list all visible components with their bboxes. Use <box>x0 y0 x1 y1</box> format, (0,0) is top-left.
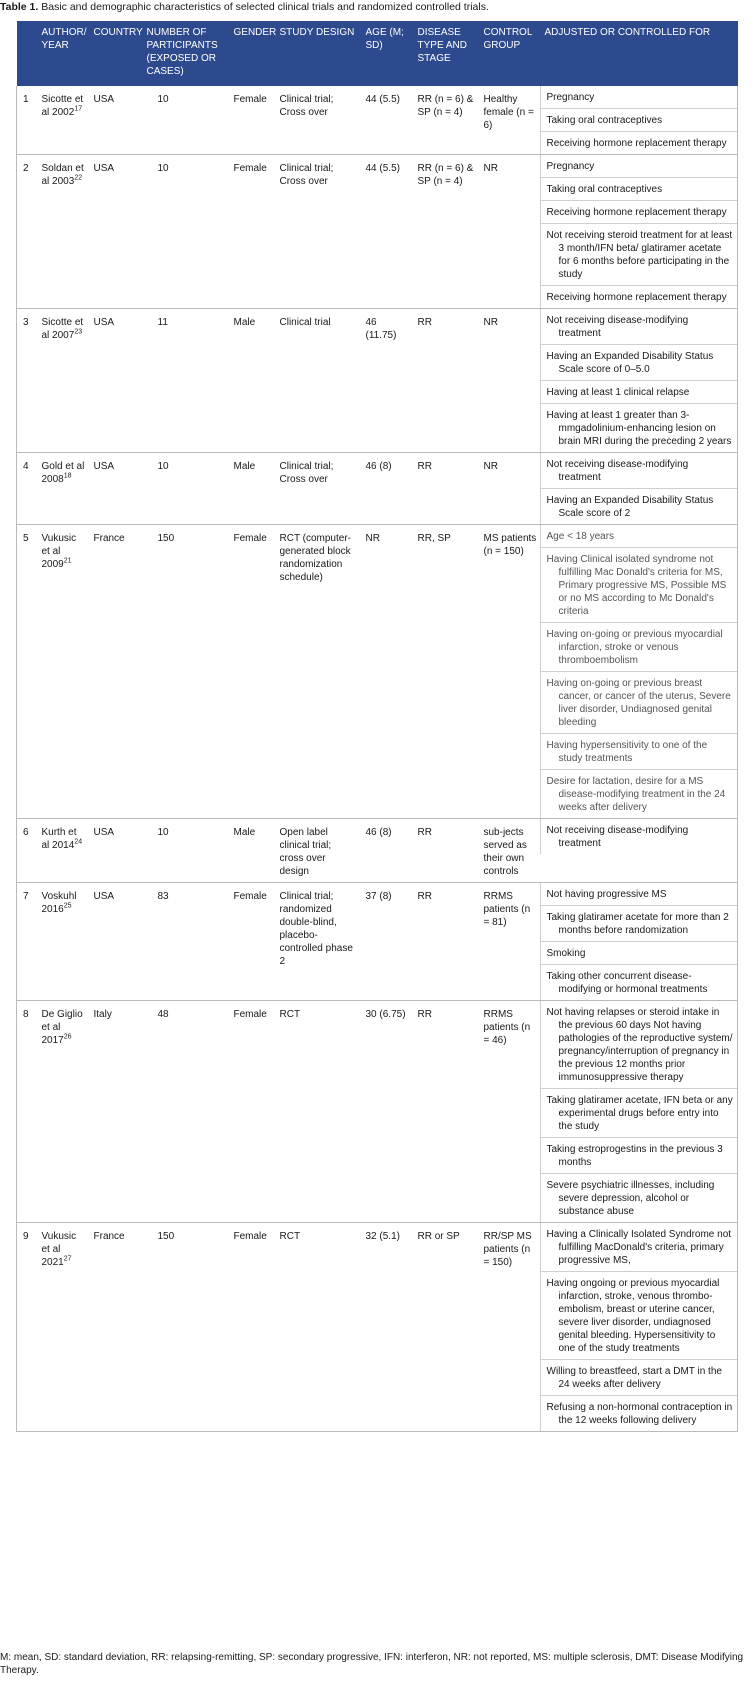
study-design-cell: Clinical trial; Cross over <box>275 155 361 309</box>
criterion-text: Receiving hormone replacement therapy <box>546 138 727 149</box>
reference-number: 25 <box>63 902 72 910</box>
column-header: AUTHOR/ YEAR <box>37 21 89 86</box>
row-number-cell: 7 <box>17 883 37 1001</box>
adjusted-for-cell <box>540 525 738 819</box>
age-cell: 37 (8) <box>361 883 413 1001</box>
age-cell: NR <box>361 525 413 819</box>
table-row <box>17 525 738 819</box>
criterion-text: Willing to breastfeed, start a DMT in the 24 weeks after delivery <box>546 1366 722 1390</box>
table-row <box>17 309 738 453</box>
column-header: AGE (M; SD) <box>361 21 413 86</box>
criterion-item <box>540 132 738 154</box>
adjusted-for-cell <box>540 1223 738 1432</box>
criterion-item <box>540 1272 738 1360</box>
author-year-cell <box>37 1223 89 1432</box>
disease-type-cell: RR <box>413 1001 479 1223</box>
study-design-cell: Open label clinical trial; cross over design <box>275 819 361 883</box>
criterion-item <box>540 525 738 548</box>
criterion-text: Taking glatiramer acetate, IFN beta or any experimental drugs before entry into the study <box>546 1095 733 1132</box>
gender-cell: Female <box>229 525 275 819</box>
criterion-item <box>540 548 738 623</box>
row-number-cell: 3 <box>17 309 37 453</box>
study-design-cell: RCT (computer-generated block randomization schedule) <box>275 525 361 819</box>
criterion-item <box>540 965 738 1000</box>
criterion-item <box>540 453 738 489</box>
disease-type-cell: RR <box>413 453 479 525</box>
row-number-cell: 5 <box>17 525 37 819</box>
participants-cell: 10 <box>142 86 229 155</box>
table-header <box>17 21 738 86</box>
study-design-cell: Clinical trial; Cross over <box>275 86 361 155</box>
adjusted-for-cell <box>540 883 738 1001</box>
criterion-item <box>540 819 738 854</box>
participants-cell: 10 <box>142 453 229 525</box>
reference-number: 17 <box>74 105 83 113</box>
criterion-text: Desire for lactation, desire for a MS disease-modifying treatment in the 24 weeks after delivery <box>546 776 726 813</box>
criterion-text: Pregnancy <box>546 92 595 103</box>
age-cell: 44 (5.5) <box>361 155 413 309</box>
criterion-item <box>540 178 738 201</box>
row-number-cell: 1 <box>17 86 37 155</box>
column-header: COUNTRY <box>89 21 142 86</box>
column-header: GENDER <box>229 21 275 86</box>
column-header <box>17 21 37 86</box>
table-body <box>17 86 738 1432</box>
criterion-item <box>540 109 738 132</box>
criterion-text: Pregnancy <box>546 161 595 172</box>
criterion-item <box>540 672 738 734</box>
table-row <box>17 883 738 1001</box>
criterion-text: Not receiving disease-modifying treatment <box>546 315 689 339</box>
column-header: ADJUSTED OR CONTROLLED FOR <box>540 21 738 86</box>
control-group-cell: RRMS patients (n = 46) <box>479 1001 540 1223</box>
criterion-item <box>540 1396 738 1431</box>
criterion-text: Having a Clinically Isolated Syndrome not fulfilling MacDonald's criteria, primary progressive MS, <box>546 1229 732 1266</box>
criterion-item <box>540 623 738 672</box>
author-year-cell <box>37 155 89 309</box>
criterion-item <box>540 201 738 224</box>
criterion-item <box>540 1138 738 1174</box>
disease-type-cell: RR (n = 6) & SP (n = 4) <box>413 86 479 155</box>
gender-cell: Male <box>229 819 275 883</box>
control-group-cell: MS patients (n = 150) <box>479 525 540 819</box>
column-header: CONTROL GROUP <box>479 21 540 86</box>
author-name: De Giglio et al 2017 <box>41 1009 83 1046</box>
criterion-item <box>540 224 738 286</box>
control-group-cell: sub-jects served as their own controls <box>479 819 540 883</box>
country-cell: USA <box>89 155 142 309</box>
country-cell: France <box>89 1223 142 1432</box>
participants-cell: 11 <box>142 309 229 453</box>
criterion-text: Taking estroprogestins in the previous 3 months <box>546 1144 723 1168</box>
age-cell: 46 (8) <box>361 819 413 883</box>
author-year-cell <box>37 525 89 819</box>
study-design-cell: Clinical trial <box>275 309 361 453</box>
column-header: STUDY DESIGN <box>275 21 361 86</box>
author-year-cell <box>37 453 89 525</box>
table-row <box>17 453 738 525</box>
adjusted-for-cell <box>540 155 738 309</box>
gender-cell: Female <box>229 86 275 155</box>
table-caption <box>0 0 755 14</box>
reference-number: 21 <box>63 557 72 565</box>
criterion-item <box>540 1089 738 1138</box>
age-cell: 32 (5.1) <box>361 1223 413 1432</box>
adjusted-for-cell <box>540 1001 738 1223</box>
criterion-text: Having on-going or previous myocardial infarction, stroke or venous thromboembolism <box>546 629 723 666</box>
study-design-cell: RCT <box>275 1001 361 1223</box>
criterion-text: Taking oral contraceptives <box>546 115 663 126</box>
author-year-cell <box>37 883 89 1001</box>
criterion-item <box>540 734 738 770</box>
reference-number: 24 <box>74 838 83 846</box>
author-name: Voskuhl 2016 <box>41 891 77 915</box>
country-cell: USA <box>89 453 142 525</box>
control-group-cell: NR <box>479 155 540 309</box>
study-design-cell: Clinical trial; Cross over <box>275 453 361 525</box>
row-number-cell: 2 <box>17 155 37 309</box>
criterion-item <box>540 1223 738 1272</box>
table-row <box>17 1223 738 1432</box>
criterion-item <box>540 770 738 818</box>
table-row <box>17 819 738 883</box>
criterion-text: Receiving hormone replacement therapy <box>546 292 727 303</box>
criterion-text: Age < 18 years <box>546 531 615 542</box>
criterion-item <box>540 381 738 404</box>
row-number-cell: 6 <box>17 819 37 883</box>
criterion-text: Having on-going or previous breast cancer, or cancer of the uterus, Severe liver disorder, Undiagnosed genital bleeding <box>546 678 731 728</box>
column-header: NUMBER OF PARTICIPANTS (EXPOSED OR CASES) <box>142 21 229 86</box>
table-row <box>17 155 738 309</box>
row-number-cell: 4 <box>17 453 37 525</box>
author-year-cell <box>37 819 89 883</box>
country-cell: USA <box>89 883 142 1001</box>
disease-type-cell: RR <box>413 883 479 1001</box>
criterion-item <box>540 883 738 906</box>
criterion-text: Refusing a non-hormonal contraception in the 12 weeks following delivery <box>546 1402 733 1426</box>
criterion-text: Having hypersensitivity to one of the study treatments <box>546 740 708 764</box>
control-group-cell: NR <box>479 453 540 525</box>
disease-type-cell: RR <box>413 309 479 453</box>
criterion-text: Receiving hormone replacement therapy <box>546 207 727 218</box>
reference-number: 26 <box>63 1033 72 1041</box>
gender-cell: Male <box>229 309 275 453</box>
participants-cell: 150 <box>142 1223 229 1432</box>
criterion-text: Not receiving disease-modifying treatment <box>546 825 689 849</box>
criterion-text: Having Clinical isolated syndrome not fulfilling Mac Donald's criteria for MS, Primary progressive MS, Possible MS or no MS according to Mc Donald's criteria <box>546 554 727 617</box>
header-row <box>17 21 738 86</box>
criterion-item <box>540 155 738 178</box>
criterion-text: Severe psychiatric illnesses, including severe depression, alcohol or substance abuse <box>546 1180 715 1217</box>
age-cell: 46 (8) <box>361 453 413 525</box>
reference-number: 27 <box>63 1255 72 1263</box>
criterion-text: Having at least 1 greater than 3-mmgadolinium-enhancing lesion on brain MRI during the preceding 2 years <box>546 410 732 447</box>
gender-cell: Female <box>229 883 275 1001</box>
author-name: Gold et al 2008 <box>41 461 85 485</box>
criterion-item <box>540 345 738 381</box>
gender-cell: Female <box>229 155 275 309</box>
table-row <box>17 86 738 155</box>
disease-type-cell: RR or SP <box>413 1223 479 1432</box>
criterion-item <box>540 286 738 308</box>
criterion-item <box>540 404 738 452</box>
gender-cell: Male <box>229 453 275 525</box>
criterion-text: Having an Expanded Disability Status Scale score of 0–5.0 <box>546 351 714 375</box>
table-row <box>17 1001 738 1223</box>
participants-cell: 150 <box>142 525 229 819</box>
disease-type-cell: RR (n = 6) & SP (n = 4) <box>413 155 479 309</box>
reference-number: 23 <box>74 328 83 336</box>
author-name: Vukusic et al 2009 <box>41 533 77 570</box>
control-group-cell: NR <box>479 309 540 453</box>
age-cell: 46 (11.75) <box>361 309 413 453</box>
criterion-item <box>540 906 738 942</box>
adjusted-for-cell <box>540 86 738 155</box>
author-name: Kurth et al 2014 <box>41 827 77 851</box>
age-cell: 30 (6.75) <box>361 1001 413 1223</box>
adjusted-for-cell <box>540 309 738 453</box>
disease-type-cell: RR, SP <box>413 525 479 819</box>
adjusted-for-cell <box>540 453 738 525</box>
adjusted-for-cell <box>540 819 738 883</box>
author-year-cell <box>37 1001 89 1223</box>
row-number-cell: 8 <box>17 1001 37 1223</box>
study-design-cell: RCT <box>275 1223 361 1432</box>
participants-cell: 83 <box>142 883 229 1001</box>
criterion-text: Having an Expanded Disability Status Scale score of 2 <box>546 495 714 519</box>
criterion-item <box>540 309 738 345</box>
criterion-item <box>540 1360 738 1396</box>
table-caption-text: Basic and demographic characteristics of selected clinical trials and randomized controlled trials. <box>38 1 489 13</box>
table-caption-label: Table 1. <box>0 1 39 13</box>
control-group-cell: RR/SP MS patients (n = 150) <box>479 1223 540 1432</box>
author-name: Soldan et al 2003 <box>41 163 84 187</box>
participants-cell: 10 <box>142 155 229 309</box>
country-cell: USA <box>89 86 142 155</box>
participants-cell: 48 <box>142 1001 229 1223</box>
criterion-text: Having at least 1 clinical relapse <box>546 387 690 398</box>
reference-number: 18 <box>63 472 72 480</box>
reference-number: 22 <box>74 174 83 182</box>
criterion-text: Not receiving steroid treatment for at least 3 month/IFN beta/ glatiramer acetate for 6 months before participating in the study <box>546 230 733 280</box>
table-footnote: M: mean, SD: standard deviation, RR: relapsing-remitting, SP: secondary progressive, IFN: interferon, NR: not reported, MS: multiple sclerosis, DMT: Disease Modifying Therapy. <box>0 1652 744 1676</box>
age-cell: 44 (5.5) <box>361 86 413 155</box>
criterion-text: Taking other concurrent disease-modifying or hormonal treatments <box>546 971 708 995</box>
criterion-text: Smoking <box>546 948 586 959</box>
criterion-item <box>540 1174 738 1222</box>
author-year-cell <box>37 309 89 453</box>
characteristics-table <box>16 21 738 1432</box>
author-name: Sicotte et al 2002 <box>41 94 84 118</box>
author-name: Vukusic et al 2021 <box>41 1231 77 1268</box>
criterion-text: Having ongoing or previous myocardial infarction, stroke, venous thrombo-embolism, breast or uterine cancer, severe liver disorder, undiagnosed genital bleeding. Hypersensitivity to one of the study treatments <box>546 1278 720 1354</box>
participants-cell: 10 <box>142 819 229 883</box>
disease-type-cell: RR <box>413 819 479 883</box>
country-cell: USA <box>89 819 142 883</box>
criterion-text: Taking glatiramer acetate for more than 2 months before randomization <box>546 912 729 936</box>
country-cell: Italy <box>89 1001 142 1223</box>
criterion-item <box>540 86 738 109</box>
author-name: Sicotte et al 2007 <box>41 317 84 341</box>
criterion-item <box>540 942 738 965</box>
gender-cell: Female <box>229 1001 275 1223</box>
control-group-cell: Healthy female (n = 6) <box>479 86 540 155</box>
criterion-item <box>540 1001 738 1089</box>
country-cell: France <box>89 525 142 819</box>
criterion-text: Taking oral contraceptives <box>546 184 663 195</box>
criterion-text: Not having progressive MS <box>546 889 667 900</box>
criterion-text: Not having relapses or steroid intake in the previous 60 days Not having pathologies of the reproductive system/ pregnancy/interruption of pregnancy in the previous 12 months prior immunosuppressive therapy <box>546 1007 733 1083</box>
criterion-text: Not receiving disease-modifying treatment <box>546 459 689 483</box>
country-cell: USA <box>89 309 142 453</box>
study-design-cell: Clinical trial; randomized double-blind, placebo-controlled phase 2 <box>275 883 361 1001</box>
column-header: DISEASE TYPE AND STAGE <box>413 21 479 86</box>
author-year-cell <box>37 86 89 155</box>
control-group-cell: RRMS patients (n = 81) <box>479 883 540 1001</box>
gender-cell: Female <box>229 1223 275 1432</box>
row-number-cell: 9 <box>17 1223 37 1432</box>
criterion-item <box>540 489 738 524</box>
